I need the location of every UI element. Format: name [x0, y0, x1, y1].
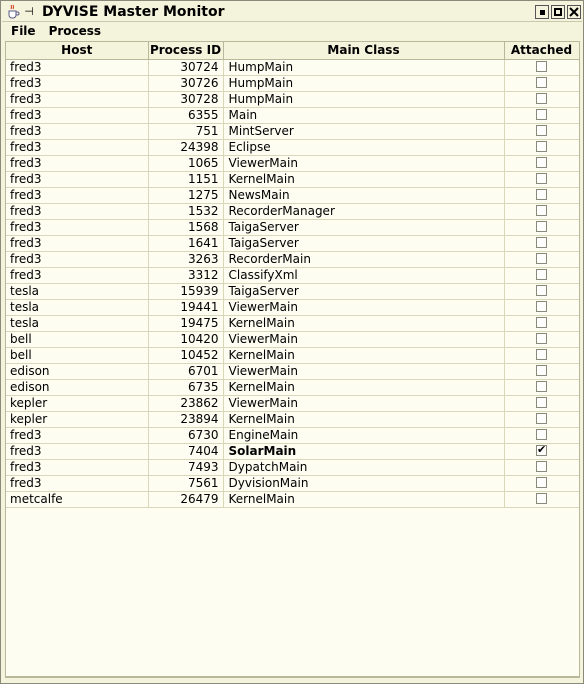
attached-checkbox[interactable]	[536, 221, 547, 232]
cell-attached	[504, 187, 579, 203]
column-header-host[interactable]: Host	[6, 42, 148, 59]
cell-process-id[interactable]: 7493	[148, 459, 223, 475]
cell-main-class[interactable]: ViewerMain	[223, 331, 504, 347]
cell-attached	[504, 59, 579, 75]
cell-main-class[interactable]: RecorderManager	[223, 203, 504, 219]
table-row[interactable]	[6, 411, 579, 427]
menu-bar	[2, 23, 582, 40]
attached-checkbox[interactable]	[536, 125, 547, 136]
cell-attached	[504, 443, 579, 459]
cell-main-class[interactable]: TaigaServer	[223, 235, 504, 251]
cell-host[interactable]: fred3	[6, 187, 148, 203]
cell-process-id[interactable]: 1151	[148, 171, 223, 187]
pin-icon[interactable]: ⊣	[24, 5, 34, 18]
cell-host[interactable]: edison	[6, 363, 148, 379]
cell-main-class[interactable]: NewsMain	[223, 187, 504, 203]
attached-checkbox[interactable]	[536, 493, 547, 504]
table-row[interactable]	[6, 187, 579, 203]
cell-host[interactable]: tesla	[6, 299, 148, 315]
cell-attached	[504, 235, 579, 251]
cell-attached	[504, 395, 579, 411]
attached-checkbox[interactable]	[536, 269, 547, 280]
cell-main-class[interactable]: SolarMain	[223, 443, 504, 459]
table-header-row	[6, 42, 579, 59]
cell-host[interactable]: fred3	[6, 91, 148, 107]
attached-checkbox[interactable]	[536, 77, 547, 88]
attached-checkbox[interactable]	[536, 157, 547, 168]
cell-process-id[interactable]: 24398	[148, 139, 223, 155]
cell-host[interactable]: fred3	[6, 235, 148, 251]
cell-attached	[504, 203, 579, 219]
cell-main-class[interactable]: TaigaServer	[223, 219, 504, 235]
attached-checkbox[interactable]	[536, 429, 547, 440]
java-cup-icon[interactable]	[6, 4, 20, 19]
table-row[interactable]	[6, 123, 579, 139]
table-row[interactable]	[6, 235, 579, 251]
cell-process-id[interactable]: 19475	[148, 315, 223, 331]
table-row[interactable]	[6, 171, 579, 187]
cell-main-class[interactable]: HumpMain	[223, 59, 504, 75]
column-header-main-class[interactable]: Main Class	[223, 42, 504, 59]
table-row[interactable]	[6, 139, 579, 155]
attached-checkbox[interactable]	[536, 333, 547, 344]
table-row[interactable]	[6, 283, 579, 299]
attached-checkbox[interactable]	[536, 381, 547, 392]
attached-checkbox[interactable]	[536, 413, 547, 424]
cell-main-class[interactable]: EngineMain	[223, 427, 504, 443]
cell-host[interactable]: fred3	[6, 75, 148, 91]
attached-checkbox[interactable]	[536, 61, 547, 72]
window-title: DYVISE Master Monitor	[42, 4, 225, 20]
process-table	[6, 42, 580, 508]
cell-process-id[interactable]: 6701	[148, 363, 223, 379]
cell-main-class[interactable]: KernelMain	[223, 171, 504, 187]
menu-file[interactable]: File	[11, 24, 36, 38]
cell-main-class[interactable]: TaigaServer	[223, 283, 504, 299]
menu-process[interactable]: Process	[48, 24, 102, 38]
table-row[interactable]	[6, 315, 579, 331]
cell-attached	[504, 123, 579, 139]
cell-host[interactable]: fred3	[6, 267, 148, 283]
table-row[interactable]	[6, 395, 579, 411]
cell-process-id[interactable]: 751	[148, 123, 223, 139]
title-bar[interactable]	[2, 2, 582, 22]
cell-attached	[504, 91, 579, 107]
table-row[interactable]	[6, 75, 579, 91]
cell-main-class[interactable]: ViewerMain	[223, 155, 504, 171]
cell-attached	[504, 267, 579, 283]
column-header-attached[interactable]: Attached	[504, 42, 579, 59]
cell-host[interactable]: fred3	[6, 219, 148, 235]
cell-main-class[interactable]: Main	[223, 107, 504, 123]
attached-checkbox[interactable]	[536, 461, 547, 472]
cell-process-id[interactable]: 23894	[148, 411, 223, 427]
cell-host[interactable]: tesla	[6, 283, 148, 299]
cell-host[interactable]: fred3	[6, 171, 148, 187]
cell-attached	[504, 475, 579, 491]
cell-attached	[504, 75, 579, 91]
cell-attached	[504, 363, 579, 379]
cell-process-id[interactable]: 19441	[148, 299, 223, 315]
cell-attached	[504, 411, 579, 427]
cell-attached	[504, 139, 579, 155]
process-table-pane[interactable]	[5, 41, 580, 677]
cell-process-id[interactable]: 30726	[148, 75, 223, 91]
attached-checkbox[interactable]	[536, 477, 547, 488]
cell-host[interactable]: fred3	[6, 475, 148, 491]
cell-host[interactable]: bell	[6, 331, 148, 347]
cell-main-class[interactable]: KernelMain	[223, 379, 504, 395]
maximize-button[interactable]	[551, 5, 565, 19]
cell-main-class[interactable]: KernelMain	[223, 491, 504, 507]
cell-host[interactable]: tesla	[6, 315, 148, 331]
attached-checkbox[interactable]	[536, 253, 547, 264]
cell-process-id[interactable]: 3263	[148, 251, 223, 267]
cell-process-id[interactable]: 30728	[148, 91, 223, 107]
cell-main-class[interactable]: HumpMain	[223, 75, 504, 91]
table-row[interactable]	[6, 475, 579, 491]
table-row[interactable]	[6, 59, 579, 75]
table-row[interactable]	[6, 107, 579, 123]
window-bottom-edge	[5, 677, 580, 682]
attached-checkbox[interactable]	[536, 109, 547, 120]
attached-checkbox[interactable]	[536, 301, 547, 312]
close-icon	[569, 7, 579, 17]
cell-attached	[504, 299, 579, 315]
cell-process-id[interactable]: 15939	[148, 283, 223, 299]
cell-process-id[interactable]: 10420	[148, 331, 223, 347]
cell-host[interactable]: fred3	[6, 203, 148, 219]
cell-process-id[interactable]: 6355	[148, 107, 223, 123]
cell-process-id[interactable]: 6730	[148, 427, 223, 443]
cell-main-class[interactable]: HumpMain	[223, 91, 504, 107]
attached-checkbox[interactable]	[536, 237, 547, 248]
table-row[interactable]	[6, 491, 579, 507]
attached-checkbox[interactable]	[536, 445, 547, 456]
cell-attached	[504, 171, 579, 187]
cell-main-class[interactable]: KernelMain	[223, 315, 504, 331]
cell-host[interactable]: kepler	[6, 395, 148, 411]
cell-process-id[interactable]: 1568	[148, 219, 223, 235]
table-row[interactable]	[6, 443, 579, 459]
cell-host[interactable]: fred3	[6, 139, 148, 155]
attached-checkbox[interactable]	[536, 397, 547, 408]
cell-process-id[interactable]: 30724	[148, 59, 223, 75]
cell-attached	[504, 219, 579, 235]
minimize-button[interactable]	[535, 5, 549, 19]
cell-main-class[interactable]: ViewerMain	[223, 363, 504, 379]
table-row[interactable]	[6, 91, 579, 107]
column-header-process-id[interactable]: Process ID	[149, 43, 222, 58]
cell-process-id[interactable]: 7561	[148, 475, 223, 491]
close-button[interactable]	[567, 5, 581, 19]
attached-checkbox[interactable]	[536, 285, 547, 296]
cell-host[interactable]: bell	[6, 347, 148, 363]
attached-checkbox[interactable]	[536, 93, 547, 104]
table-row[interactable]	[6, 219, 579, 235]
table-row[interactable]	[6, 347, 579, 363]
cell-attached	[504, 379, 579, 395]
cell-attached	[504, 251, 579, 267]
cell-host[interactable]: edison	[6, 379, 148, 395]
table-row[interactable]	[6, 267, 579, 283]
cell-main-class[interactable]: DyvisionMain	[223, 475, 504, 491]
cell-main-class[interactable]: ViewerMain	[223, 395, 504, 411]
cell-process-id[interactable]: 1532	[148, 203, 223, 219]
cell-main-class[interactable]: DypatchMain	[223, 459, 504, 475]
cell-attached	[504, 107, 579, 123]
process-table-body	[6, 59, 579, 507]
table-row[interactable]	[6, 299, 579, 315]
attached-checkbox[interactable]	[536, 189, 547, 200]
cell-host[interactable]: fred3	[6, 443, 148, 459]
table-row[interactable]	[6, 331, 579, 347]
table-row[interactable]	[6, 363, 579, 379]
cell-host[interactable]: fred3	[6, 123, 148, 139]
cell-process-id[interactable]: 23862	[148, 395, 223, 411]
cell-process-id[interactable]: 3312	[148, 267, 223, 283]
cell-main-class[interactable]: RecorderMain	[223, 251, 504, 267]
cell-host[interactable]: fred3	[6, 107, 148, 123]
cell-main-class[interactable]: KernelMain	[223, 347, 504, 363]
cell-main-class[interactable]: MintServer	[223, 123, 504, 139]
cell-attached	[504, 283, 579, 299]
cell-host[interactable]: fred3	[6, 251, 148, 267]
table-row[interactable]	[6, 427, 579, 443]
cell-attached	[504, 331, 579, 347]
cell-host[interactable]: fred3	[6, 427, 148, 443]
cell-attached	[504, 347, 579, 363]
cell-process-id[interactable]: 7404	[148, 443, 223, 459]
cell-attached	[504, 491, 579, 507]
maximize-icon	[554, 8, 562, 16]
attached-checkbox[interactable]	[536, 205, 547, 216]
cell-attached	[504, 459, 579, 475]
attached-checkbox[interactable]	[536, 365, 547, 376]
cell-process-id[interactable]: 26479	[148, 491, 223, 507]
minimize-icon	[540, 10, 545, 15]
cell-attached	[504, 155, 579, 171]
cell-host[interactable]: metcalfe	[6, 491, 148, 507]
cell-attached	[504, 315, 579, 331]
cell-main-class[interactable]: ViewerMain	[223, 299, 504, 315]
cell-process-id[interactable]: 10452	[148, 347, 223, 363]
table-row[interactable]	[6, 155, 579, 171]
cell-main-class[interactable]: KernelMain	[223, 411, 504, 427]
table-row[interactable]	[6, 251, 579, 267]
table-row[interactable]	[6, 379, 579, 395]
cell-process-id[interactable]: 1275	[148, 187, 223, 203]
table-row[interactable]	[6, 459, 579, 475]
cell-host[interactable]: kepler	[6, 411, 148, 427]
cell-process-id[interactable]: 6735	[148, 379, 223, 395]
attached-checkbox[interactable]	[536, 349, 547, 360]
attached-checkbox[interactable]	[536, 173, 547, 184]
cell-host[interactable]: fred3	[6, 59, 148, 75]
attached-checkbox[interactable]	[536, 141, 547, 152]
cell-main-class[interactable]: ClassifyXml	[223, 267, 504, 283]
cell-host[interactable]: fred3	[6, 155, 148, 171]
attached-checkbox[interactable]	[536, 317, 547, 328]
cell-process-id[interactable]: 1065	[148, 155, 223, 171]
cell-main-class[interactable]: Eclipse	[223, 139, 504, 155]
cell-attached	[504, 427, 579, 443]
cell-host[interactable]: fred3	[6, 459, 148, 475]
table-row[interactable]	[6, 203, 579, 219]
cell-process-id[interactable]: 1641	[148, 235, 223, 251]
